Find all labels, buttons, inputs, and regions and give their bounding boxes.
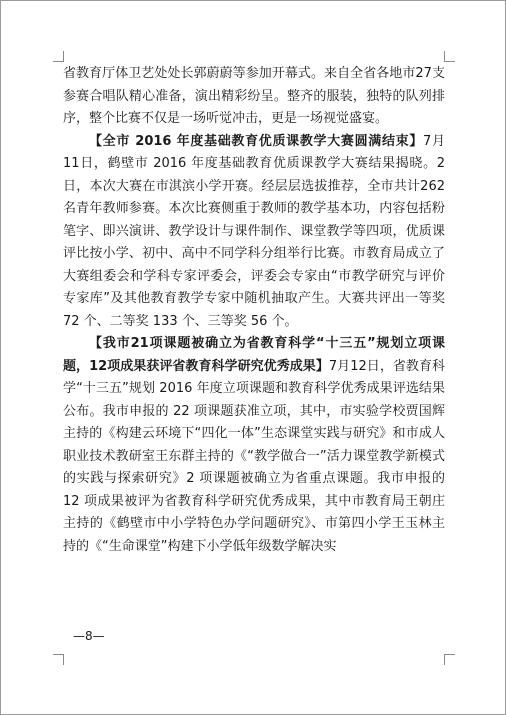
crop-mark-top-left	[53, 51, 64, 62]
news-text: 7月11日，鹤壁市 2016 年度基础教育优质课教学大赛结果揭晓。2日，本次大赛在市淇滨小学开赛。经层层选拔推荐，全市共计262名青年教师参赛。本次比赛侧重于教师的教学基本功，内容包括粉笔字、即兴演讲、教学设计与课件制作、课堂教学等四项，优质课评比按小学、初中、高中不同学科分组举行比赛。市教育局成立了大赛组委会和学科专家评委会，评委会专家由“市教学研究与评价专家库”及其他教育教学专家中随机抽取产生。大赛共评出一等奖 72 个、二等奖 133 个、三等奖 56 个。	[63, 133, 445, 329]
news-text: 7月12日，省教育科学“十三五”规划 2016 年度立项课题和教育科学优秀成果评选结果公布。我市申报的 22 项课题获准立项，其中，市实验学校贾国辉主持的《构建云环境下“四化一体”生态课堂实践与研究》和市成人职业技术教研室王东群主持的《“教学做合一”活力课堂教学新模式的实践与探索研究》2 项课题被确立为省重点课题。我市申报的 12 项成果被评为省教育科学研究优秀成果，其中市教育局王朝庄主持的《鹤壁市中小学特色办学问题研究》、市第四小学王玉林主持的《“生命课堂”构建下小学低年级数学解决实	[63, 358, 445, 554]
news-item-research-projects	[63, 333, 445, 558]
paragraph-continuation	[63, 63, 445, 131]
crop-mark-bottom-right	[444, 654, 455, 665]
page-body	[63, 63, 445, 558]
page-number: —8—	[73, 629, 105, 643]
paragraph-text: 省教育厅体卫艺处处长郭蔚蔚等参加开幕式。来自全省各地市27支参赛合唱队精心准备，演出精彩纷呈。整齐的服装，独特的队列排序，整个比赛不仅是一场听觉冲击，更是一场视觉盛宴。	[63, 66, 445, 126]
news-headline: 【全市 2016 年度基础教育优质课教学大赛圆满结束】	[89, 133, 424, 149]
crop-mark-top-right	[444, 51, 455, 62]
news-item-teaching-contest	[63, 131, 445, 334]
news-headline: 【我市21项课题被确立为省教育科学“十三五”规划立项课题，12项成果获评省教育科学研究优秀成果】	[63, 336, 445, 374]
crop-mark-bottom-left	[53, 654, 64, 665]
